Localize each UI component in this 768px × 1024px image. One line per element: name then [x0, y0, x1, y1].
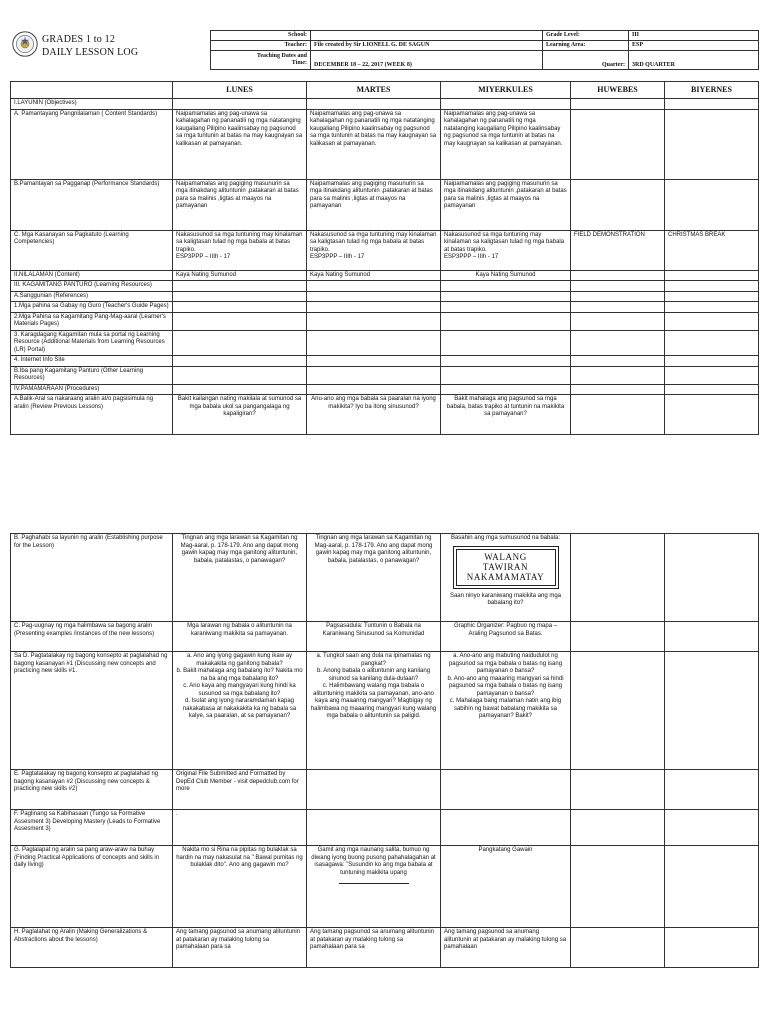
pamamaraan-row: [11, 384, 759, 395]
pagtatalakay-1-label: Sa D. Pagtatalakay ng bagong konsepto at paglalahad ng bagong kasanayan #1 (Discussing new concepts and practicing new skills #1.: [11, 652, 173, 770]
school-label: School:: [211, 31, 311, 41]
sanggunian-label: A.Sanggunian (References): [11, 291, 173, 302]
competency-code: ESP3PPP – IIIh - 17: [176, 254, 231, 260]
title-line-2: DAILY LESSON LOG: [42, 46, 139, 58]
header-info-table: [210, 30, 759, 70]
teachers-guide-label: 1.Mga pahina sa Gabay ng Guro (Teacher's Guide Pages): [11, 302, 173, 313]
day-header-friday: BIYERNES: [665, 82, 759, 99]
grade-level-label: Grade Level:: [543, 31, 629, 41]
paglinang-monday: .: [173, 810, 307, 846]
sign-line-2: TAWIRAN: [482, 561, 529, 572]
question-item: a. Ano-ano ang mabuting naidudulot ng pagsunod sa mga babala o batas ng isang pamayanan o bansa?: [448, 653, 563, 674]
performance-standards-label: B.Pamantayan sa Pagganap (Performance Standards): [11, 179, 173, 230]
pagtatalakay-2-row: [11, 770, 759, 810]
balik-aral-monday: Bakit kailangan nating makilala at sumunod sa mga babala ukol sa pangangalaga ng kapaligiran?: [173, 395, 307, 435]
nilalaman-wednesday: Kaya Nating Sumunod: [441, 270, 571, 281]
competency-text: Nakasusunod sa mga tuntuning may kinalaman sa kaligtasan tulad ng mga babala at batas trapiko.: [444, 231, 565, 253]
kagamitan-row: [11, 281, 759, 292]
nilalaman-tuesday: Kaya Nating Sumunod: [307, 270, 441, 281]
question-item: b. Ano-ano ang maaaring mangyari sa hindi pagsunod sa mga babala o batas ng isang pamayanan o bansa?: [447, 675, 564, 697]
quarter-value: 3RD QUARTER: [629, 51, 759, 70]
balik-aral-label: A.Balik-Aral sa nakaraang aralin at/o pagsisimula ng aralin (Review Previous Lessons): [11, 395, 173, 435]
performance-standards-wednesday: Naipamamalas ang pagiging masunurin sa mga itinakdang alituntunin ,patakaran at batas para sa malinis ,ligtas at maayos na pamayanan: [441, 179, 571, 230]
competency-code: ESP3PPP – IIIh - 17: [310, 254, 365, 260]
balik-aral-tuesday: Anu-ano ang mga babala sa paaralan na iyong makikita? Iyo ba itong sinusunod?: [307, 395, 441, 435]
question-item: a. Tungkol saan ang dula na ipinamalas ng pangkat?: [316, 653, 431, 667]
layunin-label: I.LAYUNIN (Objectives): [11, 99, 173, 110]
paghahabi-label: B. Paghahabi sa layunin ng aralin (Establishing purpose for the Lesson): [11, 534, 173, 622]
paghahabi-monday: Tingnan ang mga larawan sa Kagamitan ng Mag-aaral, p. 178-179. Ano ang dapat mong gawin kapag may mga ganitong alituntunin, babala, patalastas, o panawagan?: [173, 534, 307, 622]
day-header-thursday: HUWEBES: [571, 82, 665, 99]
content-standards-label: A. Pamantayang Pangnilalaman ( Content Standards): [11, 109, 173, 179]
content-standards-row: [11, 109, 759, 179]
sign-line-1: WALANG: [484, 551, 527, 562]
day-header-blank: [11, 82, 173, 99]
day-header-monday: LUNES: [173, 82, 307, 99]
day-header-row: [11, 82, 759, 99]
paghahabi-tuesday: Tingnan ang mga larawan sa Kagamitan ng Mag-aaral, p. 178-179. Ano ang dapat mong gawin kapag may mga ganitong alituntunin, babala, patalastas, o panawagan?: [307, 534, 441, 622]
nilalaman-label: II.NILALAMAN (Content): [11, 270, 173, 281]
warning-sign: [453, 546, 559, 589]
performance-standards-monday: Naipamamalas ang pagiging masunurin sa mga itinakdang alituntunin ,patakaran at batas para sa malinis ,ligtas at maayos na pamayanan: [173, 179, 307, 230]
learning-area-label: Learning Area:: [543, 41, 629, 51]
paglalapat-monday: Nakita mo si Rina na pipitas ng bulaklak sa hardin na may nakasulat na " Bawal pumitas ng bulaklak dito". Ano ang gagawin mo?: [173, 846, 307, 928]
competencies-label: C. Mga Kasanayan sa Pagkatuto (Learning Competencies): [11, 230, 173, 270]
layunin-row: [11, 99, 759, 110]
question-item: d. Isulat ang iyong nararamdaman kapag nakakabasa at nakakakita ka ng babala sa kalye, sa paaralan, at sa pamayanan?: [182, 698, 297, 719]
lr-portal-row: [11, 330, 759, 356]
day-header-tuesday: MARTES: [307, 82, 441, 99]
pagtatalakay-1-monday: [173, 652, 307, 770]
paghahabi-wed-question: Saan ninyo karaniwang makikita ang mga babalang ito?: [449, 592, 562, 607]
question-item: b. Bakit mahalaga ang babalang ito? Nakita mo na ba ang mga babalang ito?: [176, 668, 303, 682]
kagamitan-label: III. KAGAMITANG PANTURO (Learning Resources): [11, 281, 173, 292]
fill-in-blank-line: [339, 879, 409, 884]
competencies-wednesday: [441, 230, 571, 270]
content-standards-wednesday: Naipamamalas ang pag-unawa sa kahalagahan ng pananatili ng mga natatanging kaugaliang Pilipino kaalinsabay ng pagsunod sa mga tuntunin at batas na may kaugnayan sa kalikasan at pamayanan.: [441, 109, 571, 179]
performance-standards-row: [11, 179, 759, 230]
content-standards-tuesday: Naipamamalas ang pag-unawa sa kahalagahan ng pananatili ng mga natatanging kaugaliang Pilipino kaalinsabay ng pagsunod sa mga tuntunin at batas na may kaugnayan sa kalikasan at pamayanan.: [307, 109, 441, 179]
question-item: c. Mahalaga bang malaman natin ang ibig sabihin ng bawat babalang makikita sa pamayanan? Bakit?: [449, 698, 562, 719]
pag-uugnay-row: [11, 622, 759, 652]
competency-text: Nakasusunod sa mga tuntuning may kinalaman sa kaligtasan tulad ng mga babala at batas trapiko.: [176, 231, 303, 253]
competencies-friday: CHRISTMAS BREAK: [665, 230, 759, 270]
teaching-dates-value: DECEMBER 18 – 22, 2017 (WEEK 8): [311, 51, 543, 70]
teachers-guide-row: [11, 302, 759, 313]
sign-line-3: NAKAMAMATAY: [466, 572, 545, 583]
nilalaman-monday: Kaya Nating Sumunod: [173, 270, 307, 281]
competency-text: Nakasusunod sa mga tuntuning may kinalaman sa kaligtasan tulad ng mga babala at batas trapiko.: [310, 231, 437, 253]
question-item: b. Anong babala o alituntunin ang kanilang sinunod sa kanilang dula-dulaan?: [316, 668, 431, 682]
question-item: c. Halimbawang walang mga babala o alituntuning makikita sa pamayanan, ano-ano kaya ang maaaring mangyari? Magbigay ng halimbawa ng maaaring mangyari kung walang mga babala o alituntunin sa paligid.: [310, 683, 437, 719]
paglinang-label: F. Paglinang sa Kabihasaan (Tungo sa Formative Assesment 3) Developing Mastery (Leads to Formative Assesment 3): [11, 810, 173, 846]
competencies-monday: [173, 230, 307, 270]
paghahabi-wednesday: [441, 534, 571, 622]
grade-level-value: III: [629, 31, 759, 41]
deped-seal-logo: [12, 31, 38, 57]
competencies-row: [11, 230, 759, 270]
paglalahat-monday: Ang tamang pagsunod sa anumang alituntunin at patakaran ay malaking tulong sa pamahalaan para sa: [173, 928, 307, 968]
teacher-label: Teacher:: [211, 41, 311, 51]
lesson-log-table-part2: [10, 533, 759, 968]
teaching-dates-label-2: Time:: [291, 60, 307, 66]
teaching-dates-label-1: Teaching Dates and: [256, 52, 307, 59]
paghahabi-wed-intro: Basahin ang mga sumusunod na babala:: [450, 535, 561, 541]
question-item: a. Ano ang iyong gagawin kung ikaw ay makakakita ng ganitong babala?: [186, 653, 293, 667]
content-standards-monday: Naipamamalas ang pag-unawa sa kahalagahan ng pananatili ng mga natatanging kaugaliang Pilipino kaalinsabay ng pagsunod sa mga tuntunin at batas na may kaugnayan sa kalikasan at pamayanan.: [173, 109, 307, 179]
pamamaraan-label: IV.PAMAMARAAN (Procedures): [11, 384, 173, 395]
learning-area-value: ESP: [629, 41, 759, 51]
competencies-tuesday: [307, 230, 441, 270]
teacher-value: File created by Sir LIONELL G. DE SAGUN: [311, 41, 543, 51]
question-item: c. Ano kaya ang mangyayari kung hindi ka susunod sa mga babalang ito?: [183, 683, 296, 697]
pag-uugnay-monday: Mga larawan ng babala o alituntunin na karaniwang makikita sa pamayanan.: [173, 622, 307, 652]
competency-code: ESP3PPP – IIIh - 17: [444, 254, 499, 260]
other-resources-label: B.Iba pang Kagamitang Panturo (Other Learning Resources): [11, 366, 173, 384]
sanggunian-row: [11, 291, 759, 302]
pagtatalakay-1-row: [11, 652, 759, 770]
internet-info-row: [11, 356, 759, 367]
paglalapat-wednesday: Pangkatang Gawain: [441, 846, 571, 928]
paglalapat-tuesday-text: Gamit ang mga naunang salita, bumuo ng diwang iyong buong pusong pahahalagahan at isasagawa: "Susundin ko ang mga babala at tuntuning makikita upang: [311, 847, 436, 876]
lesson-log-table-part1: [10, 81, 759, 435]
balik-aral-row: [11, 395, 759, 435]
title-line-1: GRADES 1 to 12: [42, 34, 116, 45]
pag-uugnay-label: C. Pag-uugnay ng mga halimbawa sa bagong aralin (Presenting examples /instances of the new lessons): [11, 622, 173, 652]
document-title: [42, 34, 138, 59]
balik-aral-wednesday: Bakit mahalaga ang pagsunod sa mga babala, batas trapiko at tuntunin na makikita sa pamayanan?: [441, 395, 571, 435]
learners-materials-row: [11, 312, 759, 330]
pag-uugnay-tuesday: Pagsasadula: Tuntunin o Babala na Karaniwang Sinusunod sa Komunidad: [307, 622, 441, 652]
competencies-thursday: FIELD DEMONSTRATION: [571, 230, 665, 270]
teaching-dates-label: [211, 51, 311, 70]
pagtatalakay-1-tuesday: [307, 652, 441, 770]
other-resources-row: [11, 366, 759, 384]
paglalahat-wednesday: Ang tamang pagsunod sa anumang alituntunin at patakaran ay malaking tulong sa pamahalaan: [441, 928, 571, 968]
pagtatalakay-1-wednesday: [441, 652, 571, 770]
performance-standards-tuesday: Naipamamalas ang pagiging masunurin sa mga itinakdang alituntunin ,patakaran at batas para sa malinis ,ligtas at maayos na pamayanan: [307, 179, 441, 230]
day-header-wednesday: MIYERKULES: [441, 82, 571, 99]
internet-info-label: 4. Internet Info Site: [11, 356, 173, 367]
nilalaman-row: [11, 270, 759, 281]
lr-portal-label: 3. Karagdagang Kagamitan mula sa portal ng Learning Resource (Additional Materials from Learning Resources (LR) Portal): [11, 330, 173, 356]
paglalahat-label: H. Paglalahat ng Aralin (Making Generalizations & Abstractions about the lessons): [11, 928, 173, 968]
paglalapat-row: [11, 846, 759, 928]
quarter-label: Quarter:: [543, 51, 629, 70]
paglalahat-row: [11, 928, 759, 968]
pagtatalakay-2-monday: Original File Submitted and Formatted by DepEd Club Member - visit depedclub.com for more: [173, 770, 307, 810]
paghahabi-row: [11, 534, 759, 622]
paglinang-row: [11, 810, 759, 846]
learners-materials-label: 2.Mga Pahina sa Kagamitang Pang-Mag-aaral (Learner's Materials Pages): [11, 312, 173, 330]
paglalapat-tuesday: [307, 846, 441, 928]
paglalahat-tuesday: Ang tamang pagsunod sa anumang alituntunin at patakaran ay malaking tulong sa pamahalaan para sa: [307, 928, 441, 968]
paglalapat-label: G. Paglalapat ng aralin sa pang araw-araw na buhay (Finding Practical Applications of concepts and skills in daily living): [11, 846, 173, 928]
pag-uugnay-wednesday: Graphic Organizer: Pagbuo ng mapa – Araling Pagsunod sa Batas.: [441, 622, 571, 652]
pagtatalakay-2-label: E. Pagtatalakay ng bagong konsepto at paglalahad ng bagong kasanayan #2 (Discussing new concepts & practicing new skills #2): [11, 770, 173, 810]
school-value: [311, 31, 543, 41]
warning-sign-text: [456, 549, 556, 586]
